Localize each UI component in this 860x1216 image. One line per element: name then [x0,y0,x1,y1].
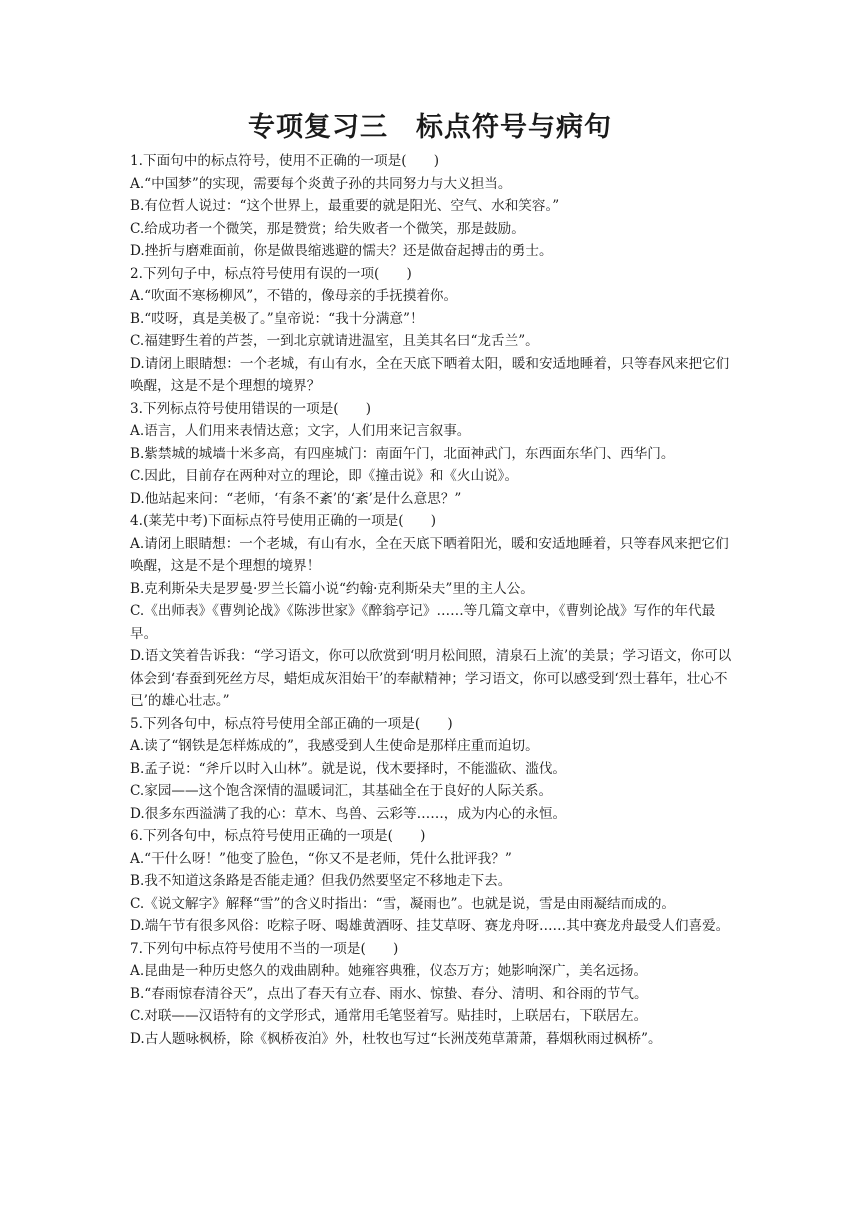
answer-option: B.“春雨惊春清谷天”，点出了春天有立春、雨水、惊蛰、春分、清明、和谷雨的节气。 [130,985,648,1002]
answer-option: C.因此，目前存在两种对立的理论，即《撞击说》和《火山说》。 [130,468,519,484]
answer-option: C.福建野生着的芦荟，一到北京就请进温室，且美其名曰“龙舌兰”。 [130,333,539,349]
question-stem: 3.下列标点符号使用错误的一项是( ) [130,400,372,417]
answer-option: B.“哎呀，真是美极了。”皇帝说：“我十分满意”！ [130,310,424,327]
answer-option: D.古人题咏枫桥，除《枫桥夜泊》外，杜牧也写过“长洲茂苑草萧萧，暮烟秋雨过枫桥”。 [130,1030,662,1047]
answer-option: B.孟子说：“斧斤以时入山林”。就是说，伐木要择时，不能滥砍、滥伐。 [130,760,567,777]
answer-option: D.端午节有很多风俗：吃粽子呀、喝雄黄酒呀、挂艾草呀、赛龙舟呀……其中赛龙舟最受人们喜爱。 [130,918,730,934]
question-stem: 6.下列各句中，标点符号使用正确的一项是( ) [130,828,426,844]
question-stem: 2.下列句子中，标点符号使用有误的一项( ) [130,265,412,282]
question-stem: 4.(莱芜中考)下面标点符号使用正确的一项是( ) [130,513,437,529]
question-stem: 5.下列各句中，标点符号使用全部正确的一项是( ) [130,715,453,732]
question-stem: 7.下列句中标点符号使用不当的一项是( ) [130,940,399,957]
page-title: 专项复习三 标点符号与病句 [248,112,612,143]
answer-option: C.家园——这个饱含深情的温暖词汇，其基础全在于良好的人际关系。 [130,783,553,799]
answer-option: C.《说文解字》解释“雪”的含义时指出：“雪，凝雨也”。也就是说，雪是由雨凝结而成的。 [130,895,676,912]
answer-option: A.“干什么呀！”他变了脸色，“你又不是老师，凭什么批评我？” [130,850,512,867]
answer-option: C.《出师表》《曹刿论战》《陈涉世家》《醉翁亭记》……等几篇文章中，《曹刿论战》写作的年代最早。 [130,603,716,642]
answer-option: D.挫折与磨难面前，你是做畏缩逃避的懦夫？还是做奋起搏击的勇士。 [130,243,553,259]
question-stem: 1.下面句中的标点符号，使用不正确的一项是( ) [130,153,440,169]
answer-option: D.很多东西溢满了我的心：草木、鸟兽、云彩等……，成为内心的永恒。 [130,805,567,822]
answer-option: B.克利斯朵夫是罗曼·罗兰长篇小说“约翰·克利斯朵夫”里的主人公。 [130,580,534,597]
answer-option: B.我不知道这条路是否能走通？但我仍然要坚定不移地走下去。 [130,873,512,889]
question-list [130,150,736,1050]
answer-option: A.读了“钢铁是怎样炼成的”，我感受到人生使命是那样庄重而迫切。 [130,738,539,754]
answer-option: A.请闭上眼睛想：一个老城，有山有水，全在天底下晒着阳光，暖和安适地睡着，只等春风来把它们唤醒，这是不是个理想的境界！ [130,535,729,574]
answer-option: B.紫禁城的城墙十米多高，有四座城门：南面午门，北面神武门，东西面东华门、西华门。 [130,445,675,462]
answer-option: A.“吹面不寒杨柳风”，不错的，像母亲的手抚摸着你。 [130,288,458,304]
answer-option: A.“中国梦”的实现，需要每个炎黄子孙的共同努力与大义担当。 [130,175,512,192]
answer-option: C.对联——汉语特有的文学形式，通常用毛笔竖着写。贴挂时，上联居右，下联居左。 [130,1008,648,1024]
answer-option: D.他站起来问：“老师，‘有条不紊’的‘紊’是什么意思？” [130,490,462,507]
answer-option: A.语言，人们用来表情达意；文字，人们用来记言叙事。 [130,423,471,439]
answer-option: A.昆曲是一种历史悠久的戏曲剧种。她雍容典雅，仪态万方；她影响深广，美名远扬。 [130,963,648,979]
answer-option: B.有位哲人说过：“这个世界上，最重要的就是阳光、空气、水和笑容。” [130,198,560,214]
answer-option: D.语文笑着告诉我：“学习语文，你可以欣赏到‘明月松间照，清泉石上流’的美景；学习语文，你可以体会到‘春蚕到死丝方尽，蜡炬成灰泪始干’的奉献精神；学习语文，你可以感受到‘烈士暮年，壮心不已’的雄心壮志。” [130,648,732,709]
answer-option: C.给成功者一个微笑，那是赞赏；给失败者一个微笑，那是鼓励。 [130,220,525,237]
answer-option: D.请闭上眼睛想：一个老城，有山有水，全在天底下晒着太阳，暖和安适地睡着，只等春风来把它们唤醒，这是不是个理想的境界？ [130,355,730,394]
